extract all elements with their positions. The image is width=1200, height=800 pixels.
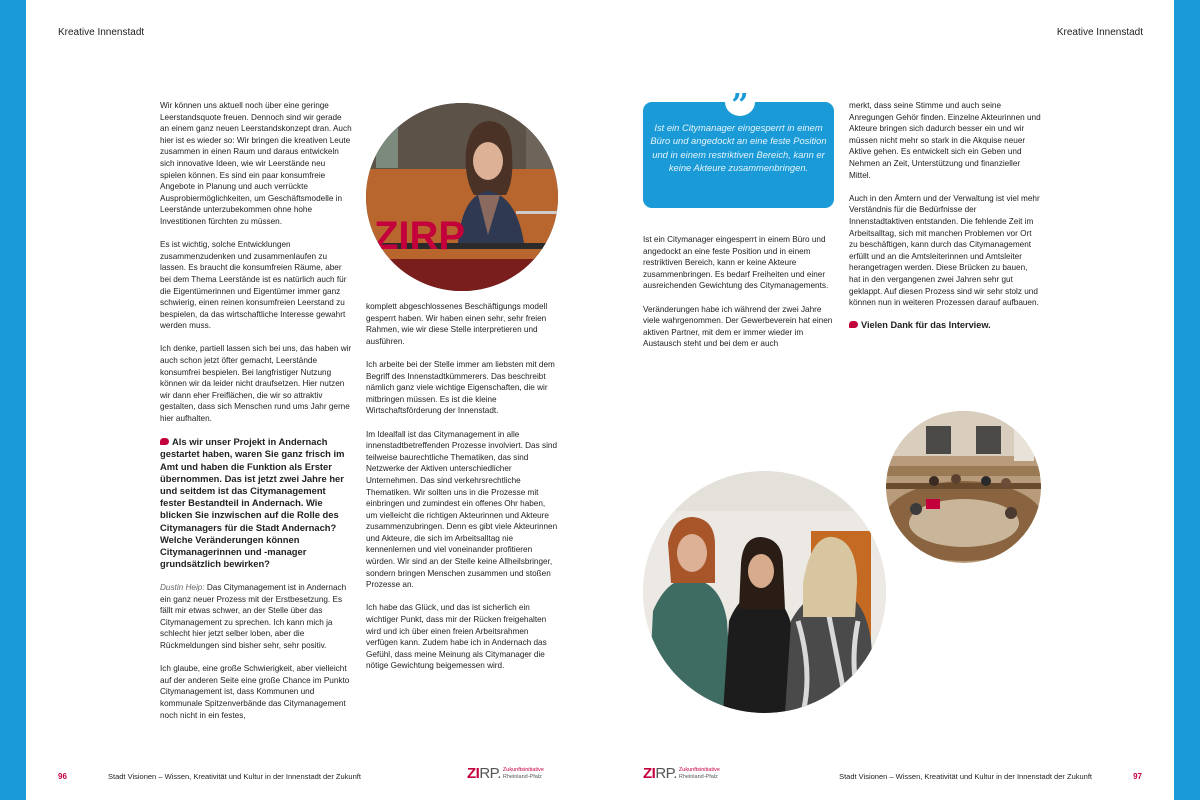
group-conversation-photo bbox=[643, 471, 886, 713]
conference-room-photo bbox=[886, 411, 1041, 563]
paragraph: Es ist wichtig, solche Entwicklungen zusammenzudenken und zusammenlaufen zu lassen. Es braucht die konsumfreien Räume, aber bei dem Thema Leerstände ist es natürlich auch für die Eigentümerinnen und Eigentümer immer ganz schwierig, einen reinen konsumfreien Leerstand zu bespielen, da das wirtschaftliche Interesse gewahrt werden muss. bbox=[160, 240, 347, 331]
footer-title-right: Stadt Visionen – Wissen, Kreativität und Kultur in der Innenstadt der Zukunft bbox=[839, 772, 1092, 781]
page-number-right: 97 bbox=[1133, 772, 1142, 781]
pull-quote-text: Ist ein Citymanager eingesperrt in einem Büro und angedockt an eine feste Position und in einem restriktiven Bereich, kann er keine Akteure zusammenbringen. bbox=[650, 122, 827, 173]
left-text-column-2 bbox=[366, 301, 558, 684]
speaker-photo bbox=[366, 103, 558, 291]
right-text-column-1 bbox=[643, 234, 835, 362]
running-head-left: Kreative Innenstadt bbox=[58, 27, 145, 38]
closing-text: Vielen Dank für das Interview. bbox=[861, 320, 991, 331]
left-edge-bar bbox=[0, 0, 26, 800]
interview-question bbox=[160, 436, 352, 570]
question-text: Als wir unser Projekt in Andernach gestartet haben, waren Sie ganz frisch im Amt und haben die Funktion als Erster übernommen. Das ist jetzt zwei Jahre her und seitdem ist das Citymanagement fester Bestandteil in Andernach. Wie blicken Sie inzwischen auf die Rolle des Citymanagers für die Stadt Andernach? Welche Veränderungen können Citymanagerinnen und -manager grundsätzlich bewirken? bbox=[160, 436, 345, 570]
quote-marks-icon: ” bbox=[725, 88, 755, 116]
speech-bubble-icon bbox=[160, 438, 169, 445]
paragraph: Ich glaube, eine große Schwierigkeit, aber vielleicht auf der anderen Seite eine große Chance im Punkto Citymanagement ist, dass Kommunen und kommunale Spitzenverbände das Citymanagement noch nicht in ein festes, bbox=[160, 664, 350, 720]
zirp-banner-text: ZIRP bbox=[374, 214, 466, 258]
paragraph: komplett abgeschlossenes Beschäftigungs modell gesperrt haben. Wir haben einen sehr, sehr freien Rahmen, wie wir diese Stelle interpretieren und ausführen. bbox=[366, 302, 548, 346]
speaker-name: Dustin Heip: bbox=[160, 583, 205, 593]
left-text-column-1 bbox=[160, 100, 352, 733]
paragraph: Wir können uns aktuell noch über eine geringe Leerstandsquote freuen. Dennoch sind wir gerade an einem ganz neuen Leerstandskonzept dran. Auch hier ist es wieder so: Wir bringen die kreativen Leute zusammen in einen Raum und daraus entwickeln sich innovative Ideen, wie wir Leerstände neu spielen können. Es sind ein paar konsumfreie Angebote in Planung und auch verrückte Ausprobiermöglichkeiten, um Geschäftsmodelle in Leerstände unterzubekommen ohne hohe Investitionen fürchten zu müssen. bbox=[160, 101, 352, 226]
answer-paragraph bbox=[160, 582, 352, 652]
paragraph: Im Idealfall ist das Citymanagement in alle innenstadtbetreffenden Prozesse involviert. Das sind teilweise baurechtliche Thematiken, das sind Netzwerke der Aktiven unterschiedlicher Unternehmen. Das sind verkehrsrechtliche Thematiken. Wir sollten uns in die Prozesse mit einbringen und zumindest ein offenes Ohr haben, um vielleicht die richtigen Akteurinnen und Akteure zusammenzubringen. Denn es gibt viele Akteurinnen und Akteure, die sich im Arbeitsalltag nie kennenlernen und viel voneinander profitieren würden. Wir sind an der Stelle keine Allheilsbringer, sondern bringen Menschen zusammen und stoßen Prozesse an. bbox=[366, 429, 558, 590]
footer-title-left: Stadt Visionen – Wissen, Kreativität und Kultur in der Innenstadt der Zukunft bbox=[108, 772, 361, 781]
paragraph: merkt, dass seine Stimme und auch seine Anregungen Gehör finden. Einzelne Akteurinnen und Akteure bringen sich dadurch besser ein und wir müssen nicht mehr so stark in die Akquise neuer Aktive gehen. Es entwickelt sich ein Geben und Nehmen an Zeit, Unterstützung und finanzieller Mittel. bbox=[849, 101, 1041, 180]
paragraph: Auch in den Ämtern und der Verwaltung ist viel mehr Verständnis für die Bedürfnisse der Innenstadtaktiven entstanden. Die fehlende Zeit im Arbeitsalltag, sich mit manchen Problemen vor Ort zu beschäftigen, kann durch das Citymanagement erfüllt und an die Amtsleiterinnen und Amtsleiter herangetragen werden. Diese Brücken zu bauen, hat in den vergangenen zwei Jahren sehr gut geklappt. Auf diesen Prozess sind wir sehr stolz und können nun in weiteren Prozessen darauf aufbauen. bbox=[849, 193, 1040, 308]
answer-text: Das Citymanagement ist in Andernach ein ganz neuer Prozess mit der Erstbesetzung. Es fällt mir etwas schwer, an der Stelle über das Citymanagement zu sprechen. Ich kann mich ja schlecht hier jetzt selber loben, aber die Rückmeldungen sind bisher sehr, sehr positiv. bbox=[160, 583, 347, 651]
paragraph: Ich arbeite bei der Stelle immer am liebsten mit dem Begriff des Innenstadtkümmerers. Das beschreibt nämlich ganz viele wichtige Eigenschaften, die wir mitbringen müssen. Es ist die kleine Wirtschaftsförderung der Innenstadt. bbox=[366, 359, 555, 416]
paragraph: Ist ein Citymanager eingesperrt in einem Büro und angedockt an eine feste Position und in einem restriktiven Bereich, kann er keine Akteure zusammenbringen. Es bedarf Freiheiten und einer ausreichenden Gewichtung des Citymanagements. bbox=[643, 235, 829, 291]
closing-line bbox=[849, 320, 1041, 332]
zirp-logo-right: ZIRP. Zukunftsinitiative Rheinland-Pfalz bbox=[643, 765, 720, 782]
zirp-logo-left: ZIRP. Zukunftsinitiative Rheinland-Pfalz bbox=[467, 765, 544, 782]
paragraph: Ich habe das Glück, und das ist sicherlich ein wichtiger Punkt, dass mir der Rücken freigehalten wird und ich über einen freien Arbeitsrahmen verfügen kann. Zudem habe ich in Andernach das Gefühl, dass meine Meinung als Citymanager die nötige Gewichtung beigemessen wird. bbox=[366, 603, 547, 671]
paragraph: Veränderungen habe ich während der zwei Jahre viele wahrgenommen. Der Gewerbeverein hat einen aktiven Partner, mit dem er immer wieder im Austausch steht und bei dem er auch bbox=[643, 304, 833, 349]
page-number-left: 96 bbox=[58, 772, 67, 781]
right-edge-bar bbox=[1174, 0, 1200, 800]
paragraph: Ich denke, partiell lassen sich bei uns, das haben wir auch schon jetzt öfter gemacht, Leerstände konsumfrei bespielen. Bei langfristiger Nutzung können wir da leider nicht draufsetzen. Hier nutzen wir dann eher Freiflächen, die wir so attraktiv gestalten, dass sich Menschen rund ums Jahr gerne hier aufhalten. bbox=[160, 344, 352, 424]
running-head-right: Kreative Innenstadt bbox=[1056, 27, 1143, 38]
right-text-column-2 bbox=[849, 100, 1041, 343]
handshake-icon bbox=[849, 321, 858, 328]
